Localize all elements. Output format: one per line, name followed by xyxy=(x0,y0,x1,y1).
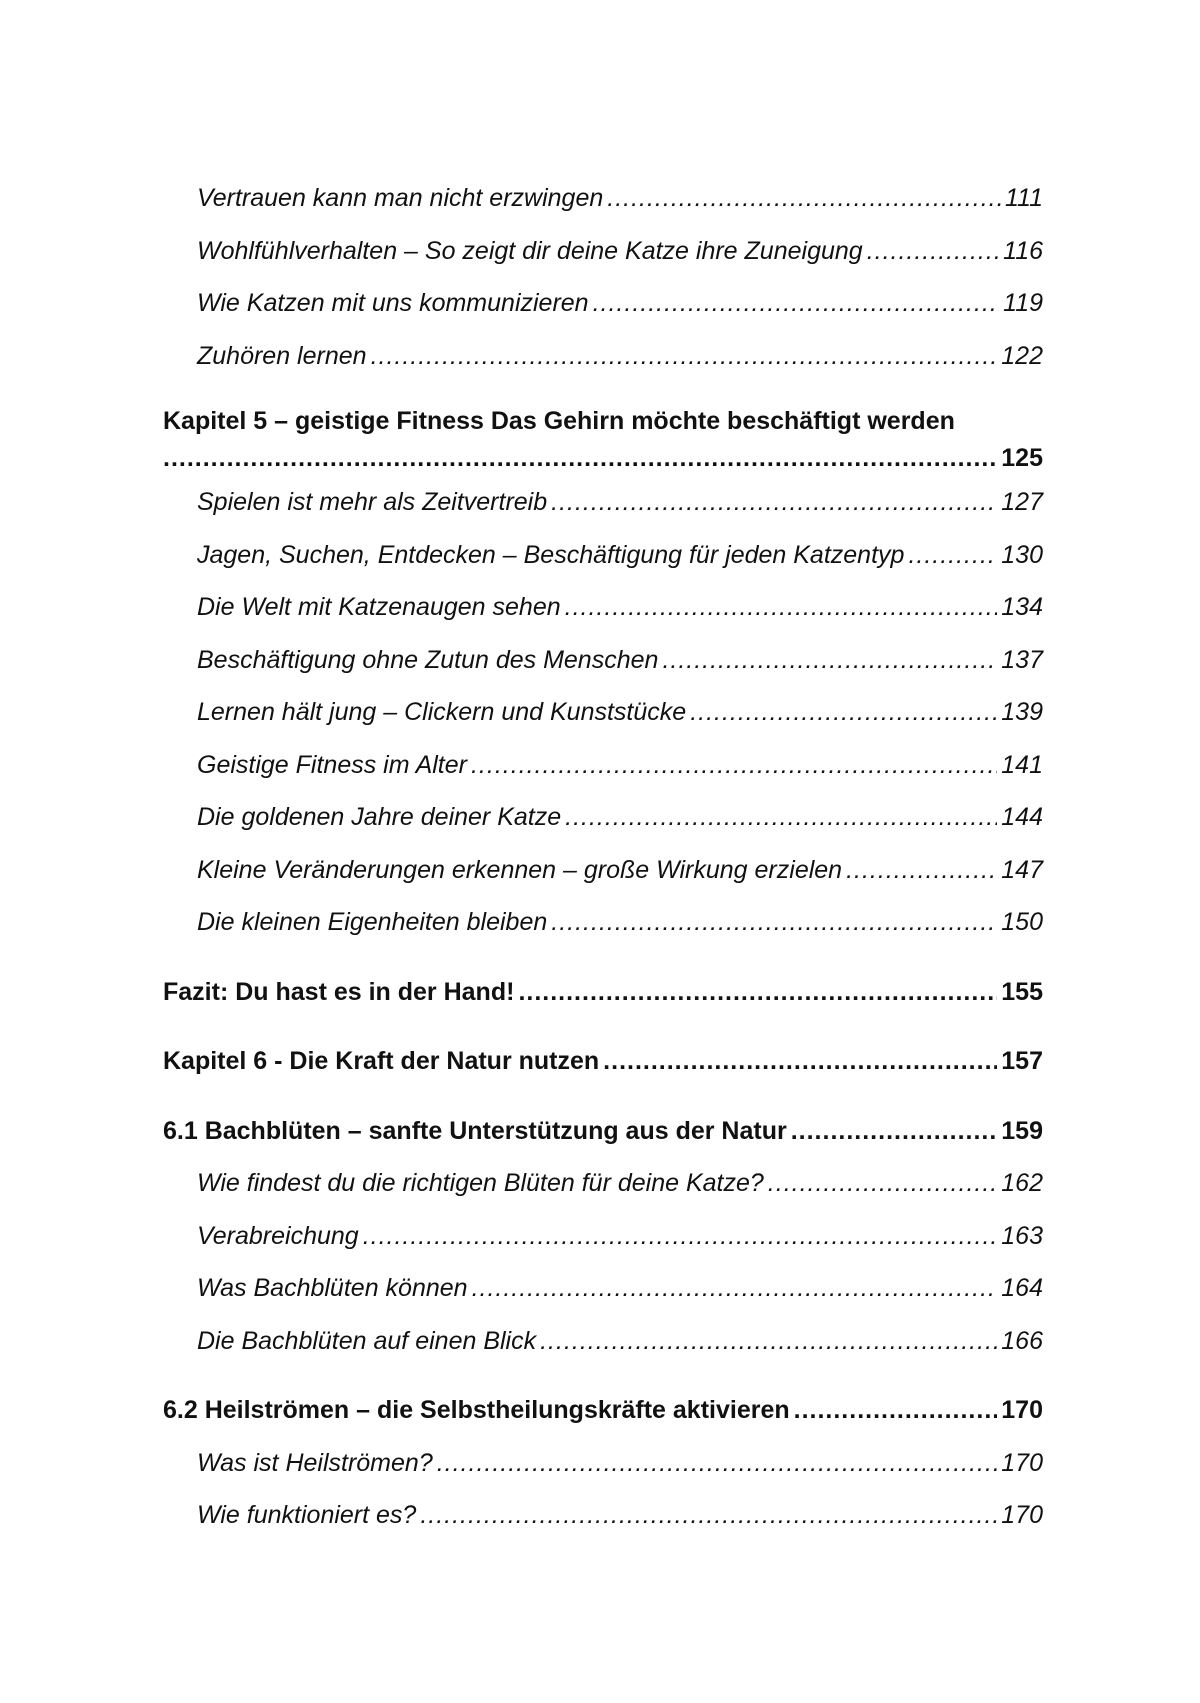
toc-leader-dots xyxy=(593,277,1000,330)
toc-entry-page: 137 xyxy=(1001,645,1043,674)
toc-entry-page: 170 xyxy=(1001,1396,1043,1424)
toc-leader-dots xyxy=(794,1384,998,1437)
toc-leader-dots xyxy=(690,686,997,739)
toc-entry-page: 144 xyxy=(1001,803,1043,831)
toc-entry[interactable] xyxy=(163,1489,1043,1542)
toc-leader-dots xyxy=(551,476,997,529)
toc-entry[interactable] xyxy=(163,225,1043,278)
toc-entry[interactable] xyxy=(163,791,1043,844)
toc-entry-title: Die Bachblüten auf einen Blick xyxy=(197,1326,537,1355)
toc-entry[interactable] xyxy=(163,1262,1043,1315)
toc-entry-page: 116 xyxy=(1003,236,1043,265)
toc-entry[interactable] xyxy=(163,581,1043,634)
toc-entry[interactable] xyxy=(163,686,1043,739)
toc-entry-title: Beschäftigung ohne Zutun des Menschen xyxy=(197,645,659,674)
toc-leader-dots xyxy=(420,1489,997,1542)
toc-entry-title: Kapitel 6 - Die Kraft der Natur nutzen xyxy=(163,1047,600,1075)
toc-chapter-entry-continuation[interactable] xyxy=(163,440,1043,476)
toc-leader-dots xyxy=(607,172,1001,225)
toc-entry-page: 139 xyxy=(1001,698,1043,726)
toc-entry-title: Spielen ist mehr als Zeitvertreib xyxy=(197,488,548,516)
toc-leader-dots xyxy=(867,225,999,278)
toc-entry[interactable] xyxy=(163,529,1043,582)
toc-entry-title: Wohlfühlverhalten – So zeigt dir deine Katze ihre Zuneigung xyxy=(197,236,863,265)
toc-entry[interactable] xyxy=(163,1315,1043,1368)
toc-entry-page: 170 xyxy=(1001,1501,1043,1529)
toc-entry-page: 111 xyxy=(1004,184,1043,212)
toc-entry-title: Was Bachblüten können xyxy=(197,1274,468,1302)
toc-leader-dots xyxy=(791,1105,998,1158)
toc-entry-title: Die kleinen Eigenheiten bleiben xyxy=(197,908,548,936)
toc-entry-page: 130 xyxy=(1001,540,1043,569)
toc-leader-dots xyxy=(662,634,997,687)
toc-leader-dots xyxy=(551,896,997,949)
toc-leader-dots xyxy=(371,330,998,383)
toc-entry-title: Die goldenen Jahre deiner Katze xyxy=(197,803,562,831)
toc-leader-dots xyxy=(518,966,997,1019)
toc-leader-dots xyxy=(163,440,997,476)
toc-entry[interactable] xyxy=(163,634,1043,687)
toc-entry-title: Jagen, Suchen, Entdecken – Beschäftigung für jeden Katzentyp xyxy=(197,540,905,569)
toc-entry-page: 119 xyxy=(1003,289,1043,317)
table-of-contents xyxy=(163,172,1043,1542)
toc-entry[interactable] xyxy=(163,844,1043,897)
toc-entry-page: 166 xyxy=(1001,1326,1043,1355)
toc-chapter-entry[interactable] xyxy=(163,966,1043,1019)
toc-chapter-entry[interactable] xyxy=(163,1105,1043,1158)
toc-entry-title: 6.1 Bachblüten – sanfte Unterstützung aus der Natur xyxy=(163,1116,787,1145)
toc-leader-dots xyxy=(603,1035,997,1088)
toc-leader-dots xyxy=(471,739,997,792)
toc-entry-title: Verabreichung xyxy=(197,1221,359,1250)
toc-leader-dots xyxy=(437,1437,998,1490)
toc-entry-page: 164 xyxy=(1001,1274,1043,1302)
toc-entry-page: 159 xyxy=(1001,1116,1043,1145)
toc-entry-page: 127 xyxy=(1001,488,1043,516)
toc-entry-title: Was ist Heilströmen? xyxy=(197,1448,433,1477)
toc-entry[interactable] xyxy=(163,277,1043,330)
toc-entry-title: Wie funktioniert es? xyxy=(197,1501,417,1529)
toc-leader-dots xyxy=(472,1262,998,1315)
toc-entry-page: 134 xyxy=(1001,593,1043,621)
toc-entry[interactable] xyxy=(163,1437,1043,1490)
toc-leader-dots xyxy=(363,1210,998,1263)
toc-entry-title: Vertrauen kann man nicht erzwingen xyxy=(197,184,604,212)
toc-entry-title: Wie Katzen mit uns kommunizieren xyxy=(197,289,589,317)
toc-chapter-entry[interactable] xyxy=(163,1384,1043,1437)
toc-entry-page: 157 xyxy=(1001,1047,1043,1075)
toc-entry[interactable] xyxy=(163,1157,1043,1210)
toc-entry[interactable] xyxy=(163,1210,1043,1263)
toc-entry-page: 125 xyxy=(1001,444,1043,472)
toc-entry-page: 122 xyxy=(1001,341,1043,370)
toc-leader-dots xyxy=(768,1157,997,1210)
toc-entry-title: Die Welt mit Katzenaugen sehen xyxy=(197,593,561,621)
toc-entry-page: 147 xyxy=(1001,855,1043,884)
toc-entry-title: Kapitel 5 – geistige Fitness Das Gehirn möchte beschäftigt werden xyxy=(163,407,955,435)
toc-entry-page: 141 xyxy=(1001,750,1043,779)
toc-leader-dots xyxy=(565,791,997,844)
toc-entry-title: Wie findest du die richtigen Blüten für deine Katze? xyxy=(197,1169,764,1197)
toc-entry-title: Kleine Veränderungen erkennen – große Wirkung erzielen xyxy=(197,855,843,884)
toc-entry-page: 150 xyxy=(1001,908,1043,936)
toc-entry-title: Geistige Fitness im Alter xyxy=(197,750,467,779)
toc-entry-page: 170 xyxy=(1001,1448,1043,1477)
toc-entry-page: 163 xyxy=(1001,1221,1043,1250)
toc-entry-title: Lernen hält jung – Clickern und Kunststücke xyxy=(197,698,687,726)
toc-entry[interactable] xyxy=(163,476,1043,529)
toc-entry[interactable] xyxy=(163,739,1043,792)
toc-entry-title: 6.2 Heilströmen – die Selbstheilungskräfte aktivieren xyxy=(163,1396,790,1424)
toc-entry[interactable] xyxy=(163,896,1043,949)
toc-entry[interactable] xyxy=(163,330,1043,383)
toc-leader-dots xyxy=(565,581,998,634)
toc-entry[interactable] xyxy=(163,172,1043,225)
toc-leader-dots xyxy=(846,844,997,897)
toc-chapter-entry[interactable] xyxy=(163,1035,1043,1088)
toc-entry-title: Fazit: Du hast es in der Hand! xyxy=(163,977,515,1006)
toc-entry-page: 162 xyxy=(1001,1169,1043,1197)
toc-entry-page: 155 xyxy=(1001,977,1043,1006)
toc-entry-title: Zuhören lernen xyxy=(197,341,367,370)
toc-leader-dots xyxy=(908,529,997,582)
toc-leader-dots xyxy=(540,1315,997,1368)
toc-chapter-entry[interactable] xyxy=(163,402,1043,440)
